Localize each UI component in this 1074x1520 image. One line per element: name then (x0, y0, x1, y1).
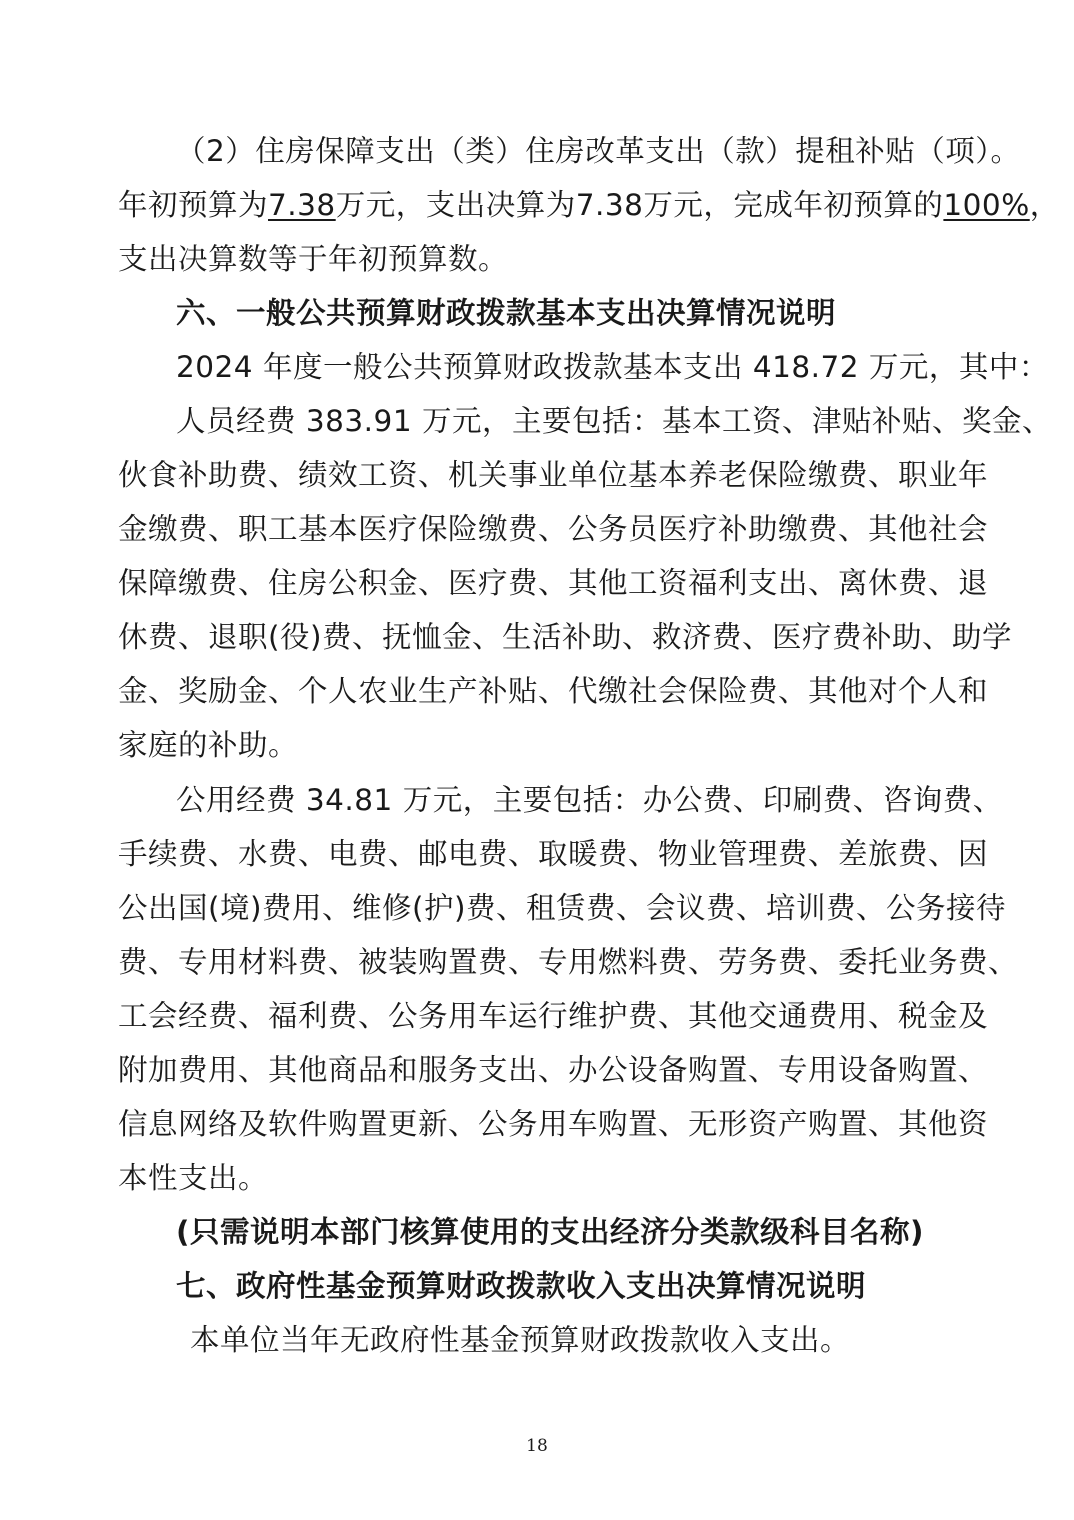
completion-rate: 100% (943, 188, 1030, 222)
personnel-line: 人员经费 383.91 万元，主要包括：基本工资、津贴补贴、奖金、 (176, 404, 1052, 438)
personnel-line: 金、奖励金、个人农业生产补贴、代缴社会保险费、其他对个人和 (118, 674, 989, 708)
section6-heading: 六、一般公共预算财政拨款基本支出决算情况说明 (176, 296, 837, 330)
public-expense-line: 附加费用、其他商品和服务支出、办公设备购置、专用设备购置、 (118, 1053, 989, 1087)
public-expense-line: 手续费、水费、电费、邮电费、取暖费、物业管理费、差旅费、因 (118, 837, 989, 871)
personnel-line: 伙食补助费、绩效工资、机关事业单位基本养老保险缴费、职业年 (118, 458, 989, 492)
item2-line-3: 支出决算数等于年初预算数。 (118, 242, 509, 276)
public-expense-line: 费、专用材料费、被装购置费、专用燃料费、劳务费、委托业务费、 (118, 945, 1019, 979)
page-number: 18 (526, 1436, 548, 1456)
public-expense-line: 本性支出。 (118, 1161, 269, 1195)
section6-intro: 2024 年度一般公共预算财政拨款基本支出 418.72 万元，其中： (176, 350, 1049, 384)
item2-line-2 (118, 187, 1060, 223)
public-expense-line: 公出国(境)费用、维修(护)费、租赁费、会议费、培训费、公务接待 (118, 891, 1007, 925)
budget-amount: 7.38 (268, 188, 336, 222)
personnel-line: 休费、退职(役)费、抚恤金、生活补助、救济费、医疗费补助、助学 (118, 620, 1013, 654)
public-expense-line: 工会经费、福利费、公务用车运行维护费、其他交通费用、税金及 (118, 999, 989, 1033)
section6-note: (只需说明本部门核算使用的支出经济分类款级科目名称) (176, 1215, 924, 1249)
personnel-line: 保障缴费、住房公积金、医疗费、其他工资福利支出、离休费、退 (118, 566, 989, 600)
section7-body: 本单位当年无政府性基金预算财政拨款收入支出。 (190, 1323, 851, 1357)
item2-line-2-e: ， (1029, 188, 1060, 222)
personnel-line: 家庭的补助。 (118, 728, 299, 762)
section7-heading: 七、政府性基金预算财政拨款收入支出决算情况说明 (176, 1269, 867, 1303)
public-expense-line: 公用经费 34.81 万元，主要包括：办公费、印刷费、咨询费、 (176, 783, 1003, 817)
item2-line-2-a: 年初预算为 (118, 188, 269, 222)
item2-line-2-c: 万元，支出决算为7.38万元，完成年初预算的 (335, 188, 944, 222)
public-expense-line: 信息网络及软件购置更新、公务用车购置、无形资产购置、其他资 (118, 1107, 989, 1141)
personnel-line: 金缴费、职工基本医疗保险缴费、公务员医疗补助缴费、其他社会 (118, 512, 989, 546)
item2-line-1: （2）住房保障支出（类）住房改革支出（款）提租补贴（项）。 (176, 134, 1021, 168)
